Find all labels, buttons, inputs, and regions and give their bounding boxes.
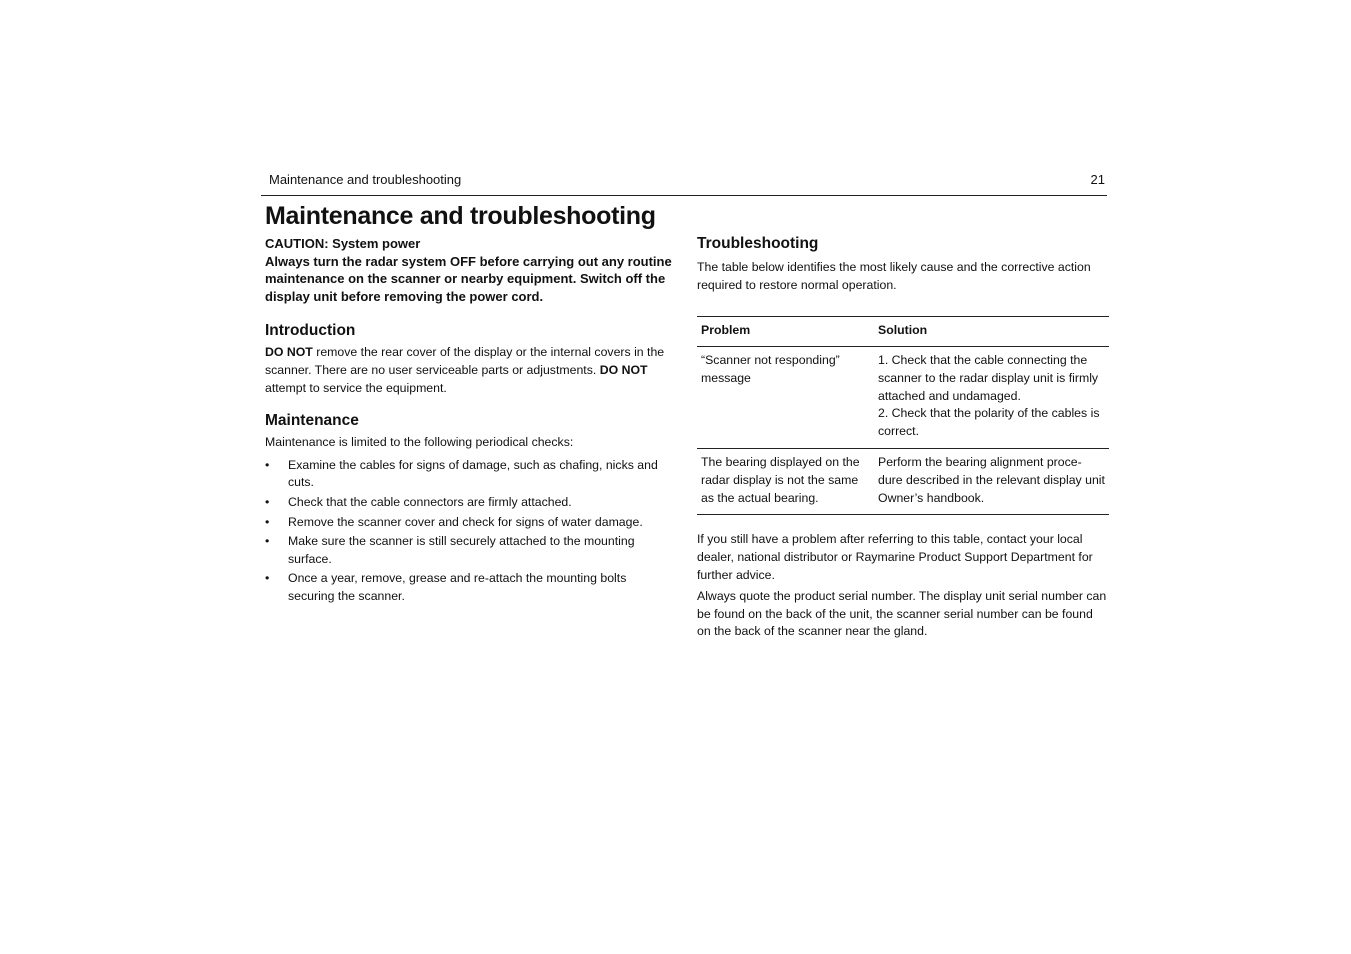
do-not-emphasis: DO NOT bbox=[599, 362, 648, 377]
introduction-heading: Introduction bbox=[265, 322, 356, 340]
list-item-text: Remove the scanner cover and check for signs of water damage. bbox=[288, 514, 643, 529]
caution-block bbox=[265, 235, 675, 305]
list-item-text: Check that the cable connectors are firmly attached. bbox=[288, 494, 572, 509]
list-item bbox=[265, 533, 675, 568]
contact-paragraph: If you still have a problem after referring to this table, contact your local dealer, national distributor or Raymarine Product Support Department for further advice. bbox=[697, 532, 1093, 582]
introduction-text-2: attempt to service the equipment. bbox=[265, 380, 447, 395]
table-row bbox=[697, 346, 1109, 448]
page-title: Maintenance and troubleshooting bbox=[265, 202, 656, 230]
maintenance-heading: Maintenance bbox=[265, 412, 359, 430]
troubleshooting-table bbox=[697, 316, 1109, 515]
maintenance-intro: Maintenance is limited to the following periodical checks: bbox=[265, 435, 574, 450]
solution-step: 2. Check that the polarity of the cables is correct. bbox=[878, 406, 1100, 439]
list-item-text: Make sure the scanner is still securely attached to the mounting surface. bbox=[288, 534, 635, 566]
introduction-paragraph bbox=[265, 344, 675, 397]
table-row bbox=[697, 448, 1109, 514]
serial-number-paragraph: Always quote the product serial number. The display unit serial number can be found on the back of the unit, the scanner serial number can be found on the back of the scanner near the gland. bbox=[697, 589, 1107, 639]
right-column bbox=[697, 234, 1109, 641]
problem-cell: The bearing displayed on the radar display is not the same as the actual bearing. bbox=[697, 448, 874, 514]
running-header bbox=[261, 170, 1107, 196]
list-item-text: Examine the cables for signs of damage, such as chafing, nicks and cuts. bbox=[288, 457, 658, 490]
column-header-solution: Solution bbox=[874, 317, 1109, 347]
solution-cell: Perform the bearing alignment proce-dure described in the relevant display unit Owner’s handbook. bbox=[874, 448, 1109, 514]
bullet: • bbox=[265, 514, 270, 529]
list-item bbox=[265, 494, 675, 512]
list-item-text: Once a year, remove, grease and re-attach the mounting bolts securing the scanner. bbox=[288, 571, 627, 603]
left-column bbox=[265, 200, 675, 608]
bullet: • bbox=[265, 571, 270, 586]
list-item bbox=[265, 514, 675, 532]
maintenance-checklist bbox=[265, 457, 675, 606]
running-header-section: Maintenance and troubleshooting bbox=[269, 172, 462, 187]
do-not-emphasis: DO NOT bbox=[265, 345, 313, 360]
list-item bbox=[265, 570, 675, 605]
introduction-text-1: remove the rear cover of the display or the internal covers in the scanner. There are no user serviceable parts or adjustments. bbox=[265, 345, 665, 377]
table-header-row bbox=[697, 317, 1109, 347]
bullet: • bbox=[265, 457, 270, 472]
bullet: • bbox=[265, 534, 270, 549]
list-item bbox=[265, 457, 675, 492]
troubleshooting-intro: The table below identifies the most likely cause and the corrective action required to restore normal operation. bbox=[697, 260, 1091, 292]
troubleshooting-heading: Troubleshooting bbox=[697, 235, 819, 252]
caution-text: Always turn the radar system OFF before carrying out any routine maintenance on the scanner or nearby equipment. Switch off the display unit before removing the power cord. bbox=[265, 253, 672, 304]
solution-cell bbox=[874, 346, 1109, 448]
page-number: 21 bbox=[1090, 172, 1105, 187]
solution-step: 1. Check that the cable connecting the scanner to the radar display unit is firmly attached and undamaged. bbox=[878, 352, 1099, 403]
problem-cell: “Scanner not responding” message bbox=[697, 346, 874, 448]
caution-title: CAUTION: System power bbox=[265, 236, 421, 251]
bullet: • bbox=[265, 494, 270, 509]
column-header-problem: Problem bbox=[697, 317, 874, 347]
